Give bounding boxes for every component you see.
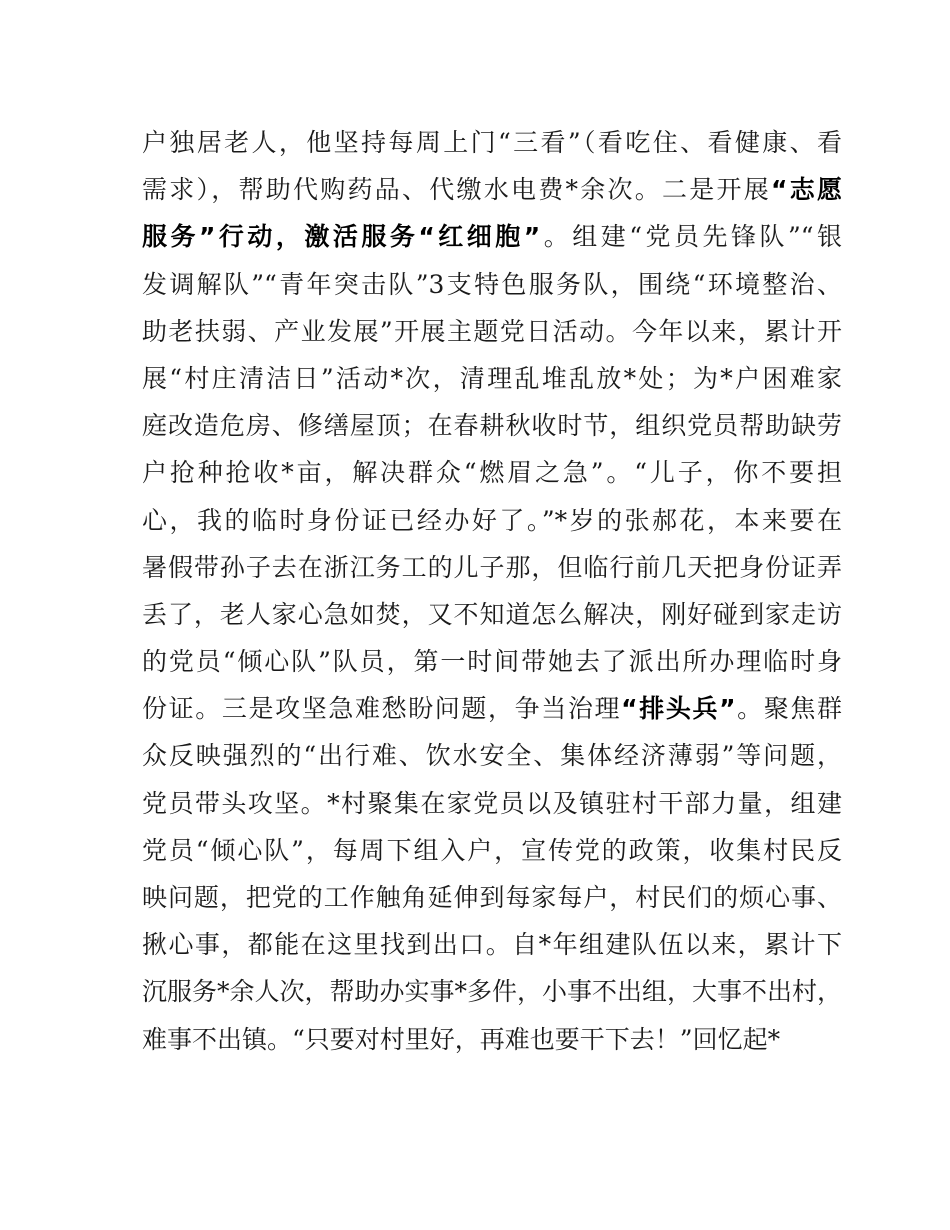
text-line [142, 732, 842, 779]
text-line [142, 213, 842, 260]
bold-heading-text: “排头兵” [621, 694, 736, 724]
text-line [142, 874, 842, 921]
text-segment: 份证。三是攻坚急难愁盼问题，争当治理 [142, 694, 622, 724]
text-segment: 众反映强烈的“出行难、饮水安全、集体经济薄弱”等问题， [142, 741, 842, 771]
text-segment: 揪心事，都能在这里找到出口。自*年组建队伍以来，累计下 [142, 930, 842, 960]
text-line [142, 261, 842, 308]
text-line [142, 497, 842, 544]
text-segment: 户独居老人，他坚持每周上门“三看”（看吃住、看健康、看 [142, 128, 842, 157]
text-line [142, 780, 842, 827]
text-line [142, 921, 842, 968]
text-segment: 心，我的临时身份证已经办好了。”*岁的张郝花，本来要在 [142, 505, 842, 535]
bold-heading-text: “志愿 [771, 175, 842, 205]
text-segment: 难事不出镇。“只要对村里好，再难也要干下去！”回忆起* [142, 1024, 781, 1054]
text-segment: 党员“倾心队”，每周下组入户，宣传党的政策，收集村民反 [142, 835, 842, 865]
text-line [142, 449, 842, 496]
text-segment: 庭改造危房、修缮屋顶；在春耕秋收时节，组织党员帮助缺劳 [142, 411, 842, 441]
bold-heading-text: 服务”行动，激活服务“红细胞” [142, 222, 541, 252]
text-line [142, 355, 842, 402]
text-segment: 沉服务*余人次，帮助办实事*多件，小事不出组，大事不出村， [142, 977, 843, 1007]
text-segment: 党员带头攻坚。*村聚集在家党员以及镇驻村干部力量，组建 [142, 788, 842, 818]
text-segment: 。聚焦群 [735, 694, 842, 724]
text-line [142, 119, 842, 166]
text-segment: 映问题，把党的工作触角延伸到每家每户，村民们的烦心事、 [142, 883, 842, 912]
text-line [142, 685, 842, 732]
text-line [142, 638, 842, 685]
text-line [142, 591, 842, 638]
text-line [142, 968, 842, 1015]
text-line [142, 166, 842, 213]
text-segment: 的党员“倾心队”队员，第一时间带她去了派出所办理临时身 [142, 647, 842, 677]
text-segment: 丢了，老人家心急如焚，又不知道怎么解决，刚好碰到家走访 [142, 599, 842, 629]
text-segment: 展“村庄清洁日”活动*次，清理乱堆乱放*处；为*户困难家 [142, 363, 842, 393]
body-text [142, 119, 842, 1063]
text-segment: 发调解队”“青年突击队”3支特色服务队，围绕“环境整治、 [142, 269, 842, 299]
text-line [142, 1016, 842, 1063]
text-segment: 。组建“党员先锋队”“银 [540, 222, 843, 252]
text-line [142, 402, 842, 449]
text-segment: 需求），帮助代购药品、代缴水电费*余次。二是开展 [142, 175, 772, 205]
text-segment: 助老扶弱、产业发展”开展主题党日活动。今年以来，累计开 [142, 316, 842, 346]
text-line [142, 308, 842, 355]
text-line [142, 544, 842, 591]
text-segment: 暑假带孙子去在浙江务工的儿子那，但临行前几天把身份证弄 [142, 552, 842, 582]
text-line [142, 827, 842, 874]
text-segment: 户抢种抢收*亩，解决群众“燃眉之急”。“儿子，你不要担 [142, 458, 842, 488]
